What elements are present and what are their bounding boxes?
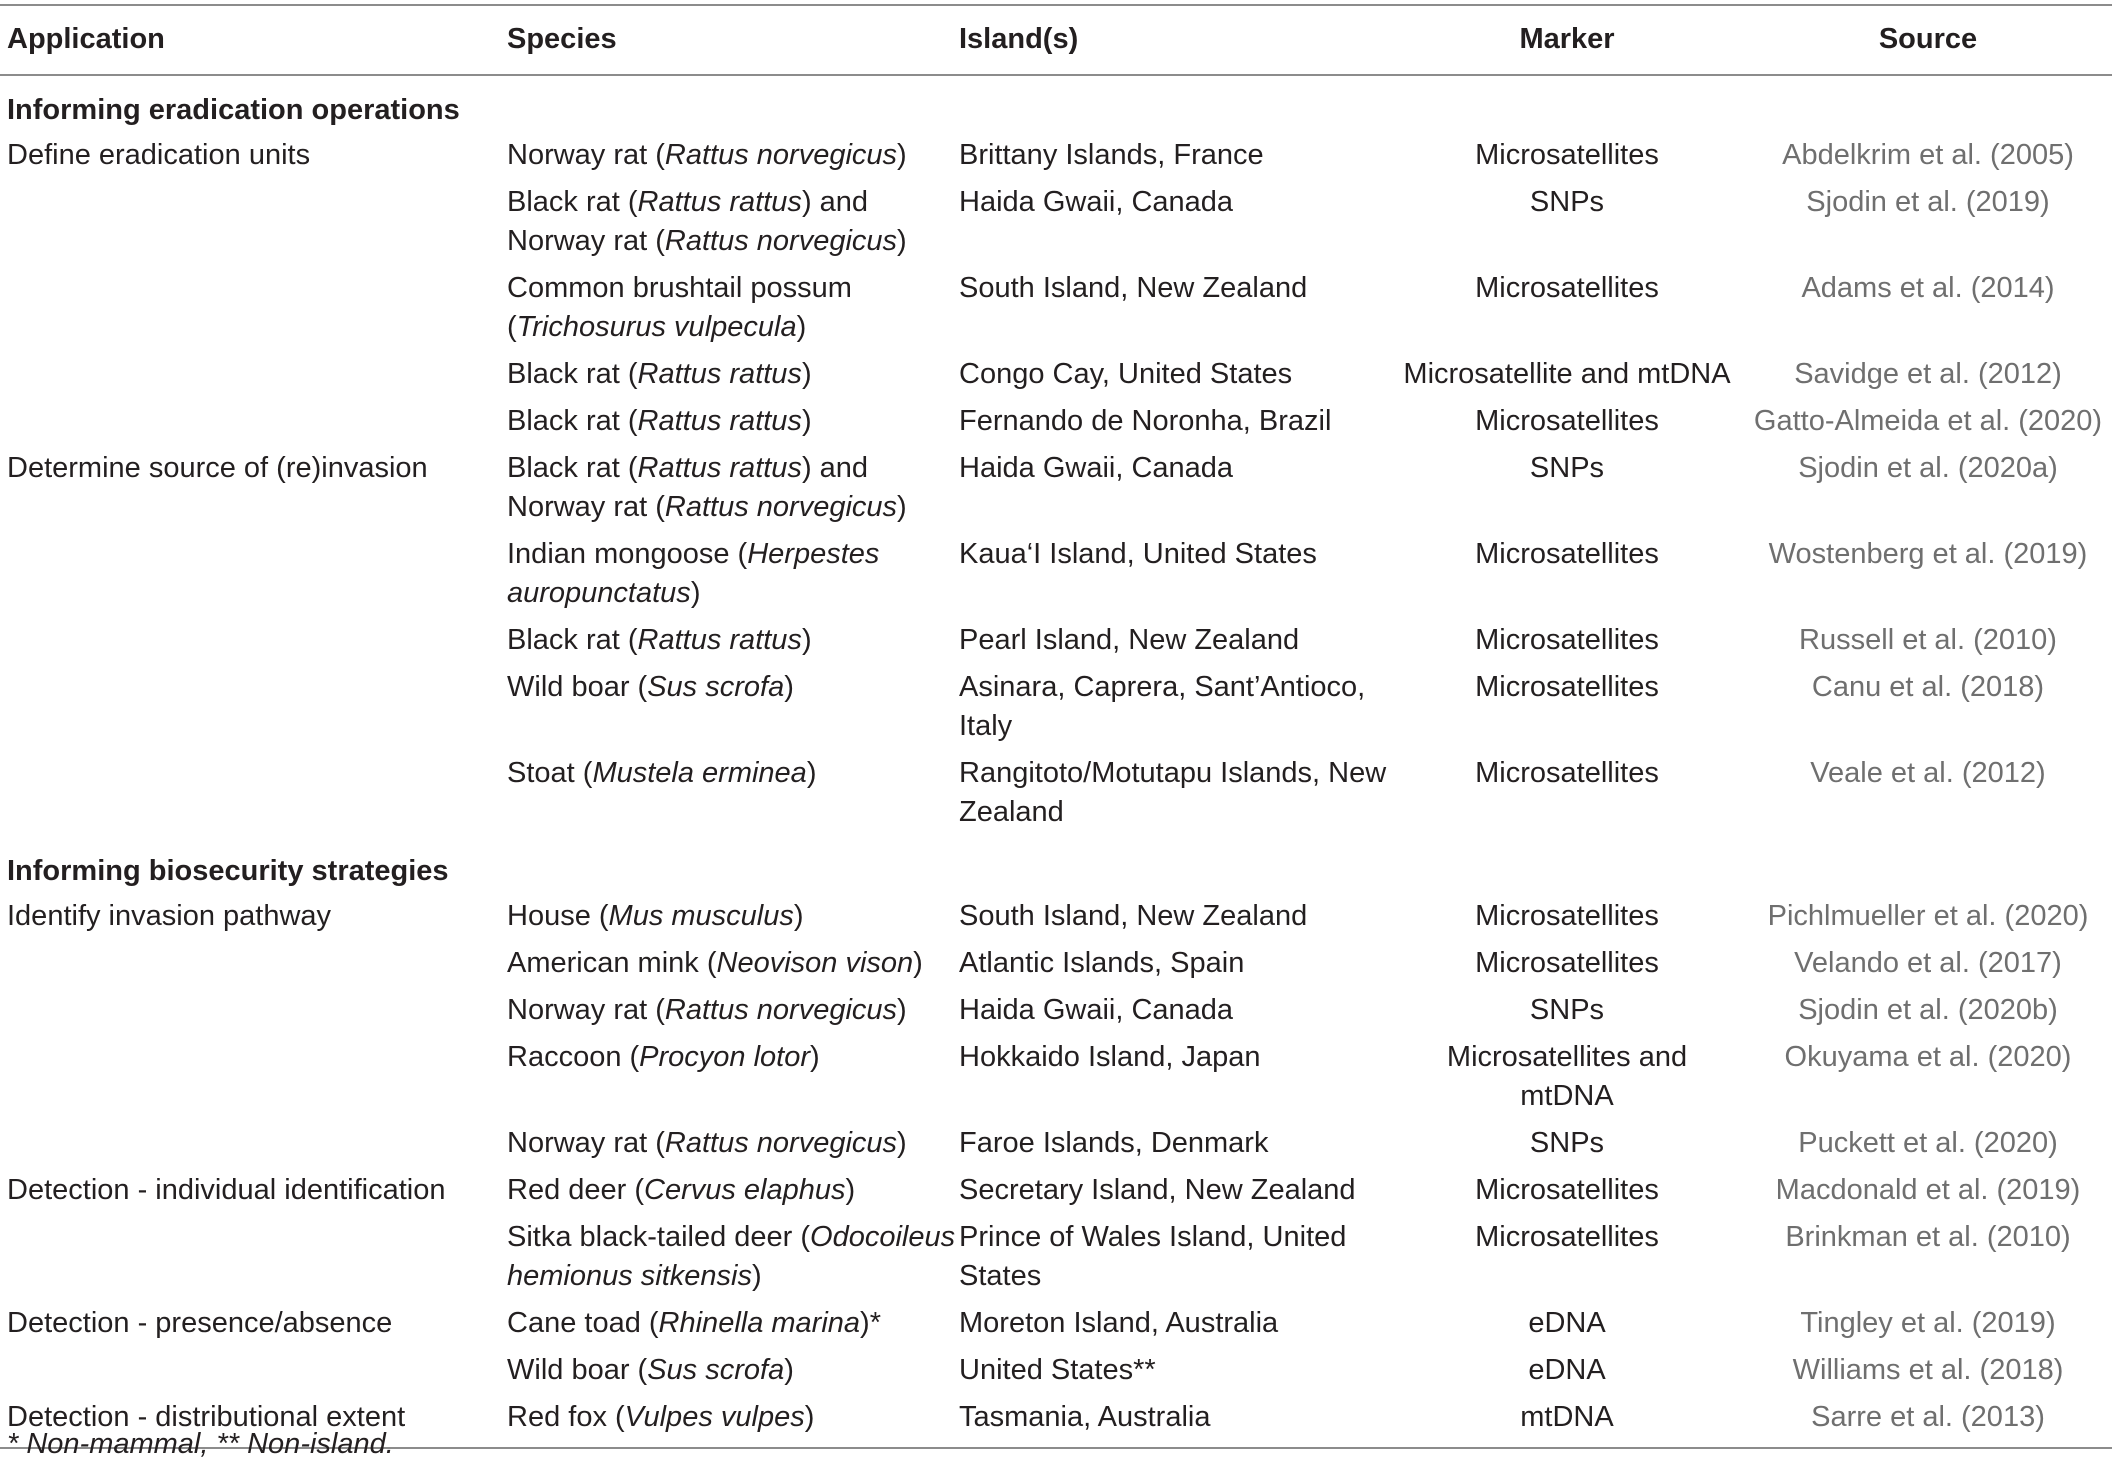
header-application: Application (7, 23, 165, 55)
species-common-name: Indian mongoose ( (507, 538, 748, 570)
species-cell (507, 1300, 959, 1347)
marker-cell: Microsatellites (1475, 405, 1659, 437)
header-row (0, 0, 2118, 75)
species-common-name: ) (801, 358, 812, 390)
top-rule (0, 4, 2112, 6)
table-row (0, 179, 2118, 265)
species-scientific-name: Sus scrofa (647, 1354, 785, 1386)
species-scientific-name: Rattus norvegicus (664, 491, 898, 523)
table-row (0, 664, 2118, 750)
islands-cell: Asinara, Caprera, Sant’Antioco, Italy (959, 671, 1366, 742)
table-row (0, 1300, 2118, 1347)
source-cell: Macdonald et al. (2019) (1775, 1174, 2081, 1206)
section-row (0, 836, 2118, 893)
section-heading: Informing eradication operations (7, 94, 460, 126)
species-common-name: Norway rat ( (507, 139, 665, 171)
marker-cell: Microsatellites (1475, 757, 1659, 789)
species-common-name: ) (801, 405, 812, 437)
species-scientific-name: Rattus norvegicus (664, 225, 898, 257)
application-cell (0, 265, 507, 351)
species-scientific-name: Sus scrofa (647, 671, 785, 703)
species-scientific-name: Mus musculus (608, 900, 794, 932)
marker-cell: eDNA (1528, 1354, 1606, 1386)
source-cell: Savidge et al. (2012) (1794, 358, 2062, 390)
species-common-name: House ( (507, 900, 609, 932)
species-cell (507, 398, 959, 445)
marker-cell: Microsatellites (1475, 538, 1659, 570)
islands-cell: Prince of Wales Island, United States (959, 1221, 1347, 1292)
species-scientific-name: Rattus norvegicus (664, 1127, 898, 1159)
species-common-name: Black rat ( (507, 186, 638, 218)
source-cell: Gatto-Almeida et al. (2020) (1753, 405, 2103, 437)
species-cell (507, 1214, 959, 1300)
species-cell (507, 940, 959, 987)
islands-cell: Haida Gwaii, Canada (959, 452, 1234, 484)
species-common-name: Norway rat ( (507, 994, 665, 1026)
species-cell (507, 664, 959, 750)
application-cell (0, 940, 507, 987)
species-cell (507, 617, 959, 664)
marker-cell: Microsatellites (1475, 624, 1659, 656)
species-scientific-name: Vulpes vulpes (624, 1401, 805, 1433)
table-row (0, 265, 2118, 351)
islands-cell: Congo Cay, United States (959, 358, 1293, 390)
source-cell: Okuyama et al. (2020) (1784, 1041, 2072, 1073)
source-cell: Veale et al. (2012) (1810, 757, 2046, 789)
table-row (0, 750, 2118, 836)
source-cell: Sjodin et al. (2020b) (1798, 994, 2058, 1026)
species-common-name: Red deer ( (507, 1174, 645, 1206)
species-scientific-name: Odocoileus hemionus sitkensis (507, 1221, 956, 1292)
species-common-name: ) (897, 491, 907, 523)
islands-cell: Tasmania, Australia (959, 1401, 1211, 1433)
species-common-name: ) (801, 624, 812, 656)
marker-cell: Microsatellite and mtDNA (1403, 358, 1731, 390)
species-common-name: Wild boar ( (507, 1354, 648, 1386)
species-common-name: Common brushtail possum ( (507, 272, 852, 343)
species-common-name: ) (845, 1174, 856, 1206)
application-cell (0, 617, 507, 664)
marker-cell: mtDNA (1520, 1401, 1614, 1433)
application-cell (0, 1120, 507, 1167)
islands-cell: South Island, New Zealand (959, 900, 1308, 932)
species-cell (507, 132, 959, 179)
species-scientific-name: Rattus rattus (637, 624, 802, 656)
species-scientific-name: Rattus rattus (637, 452, 802, 484)
table-row (0, 987, 2118, 1034)
application-cell (0, 531, 507, 617)
marker-cell: Microsatellites (1475, 900, 1659, 932)
species-cell (507, 1394, 959, 1441)
species-common-name: ) and Norway rat ( (507, 452, 869, 523)
header-marker: Marker (1519, 23, 1615, 55)
species-cell (507, 179, 959, 265)
application-cell (0, 398, 507, 445)
species-common-name: American mink ( (507, 947, 717, 979)
species-cell (507, 531, 959, 617)
species-scientific-name: Rattus rattus (637, 358, 802, 390)
table-row (0, 940, 2118, 987)
islands-cell: Brittany Islands, France (959, 139, 1264, 171)
application-cell (0, 179, 507, 265)
species-cell (507, 750, 959, 836)
species-common-name: ) (752, 1260, 762, 1292)
marker-cell: Microsatellites (1475, 272, 1659, 304)
source-cell: Brinkman et al. (2010) (1785, 1221, 2071, 1253)
table-row (0, 398, 2118, 445)
species-common-name: Raccoon ( (507, 1041, 640, 1073)
application-cell (0, 1214, 507, 1300)
marker-cell: SNPs (1529, 452, 1605, 484)
application-cell (0, 351, 507, 398)
species-common-name: ) (897, 994, 907, 1026)
table-row (0, 351, 2118, 398)
marker-cell: Microsatellites (1475, 671, 1659, 703)
application-cell: Identify invasion pathway (7, 900, 332, 932)
islands-cell: Secretary Island, New Zealand (959, 1174, 1356, 1206)
species-cell (507, 1120, 959, 1167)
islands-cell: Moreton Island, Australia (959, 1307, 1279, 1339)
species-common-name: ) and Norway rat ( (507, 186, 869, 257)
application-cell (0, 664, 507, 750)
source-cell: Sjodin et al. (2020a) (1798, 452, 2058, 484)
table-row (0, 1120, 2118, 1167)
application-cell: Detection - individual identification (7, 1174, 446, 1206)
application-cell: Detection - distributional extent (7, 1401, 406, 1433)
islands-cell: Haida Gwaii, Canada (959, 994, 1234, 1026)
application-cell (0, 1347, 507, 1394)
application-cell: Detection - presence/absence (7, 1307, 393, 1339)
islands-cell: South Island, New Zealand (959, 272, 1308, 304)
islands-cell: Pearl Island, New Zealand (959, 624, 1300, 656)
application-cell: Define eradication units (7, 139, 311, 171)
species-common-name: ) (793, 900, 804, 932)
source-cell: Pichlmueller et al. (2020) (1767, 900, 2089, 932)
species-scientific-name: Herpestes auropunctatus (507, 538, 880, 609)
table-row (0, 1167, 2118, 1214)
header-species: Species (507, 23, 617, 55)
species-cell (507, 1034, 959, 1120)
table-row (0, 617, 2118, 664)
marker-cell: SNPs (1529, 1127, 1605, 1159)
species-scientific-name: Rattus norvegicus (664, 139, 898, 171)
species-common-name: Red fox ( (507, 1401, 625, 1433)
islands-cell: Rangitoto/Motutapu Islands, New Zealand (959, 757, 1387, 828)
marker-cell: Microsatellites (1475, 139, 1659, 171)
source-cell: Abdelkrim et al. (2005) (1782, 139, 2074, 171)
species-common-name: ) (810, 1041, 820, 1073)
species-scientific-name: Rattus norvegicus (664, 994, 898, 1026)
table-row (0, 132, 2118, 179)
species-scientific-name: Cervus elaphus (644, 1174, 846, 1206)
application-cell (0, 987, 507, 1034)
table-body (0, 75, 2118, 1441)
islands-cell: United States** (959, 1354, 1156, 1386)
source-cell: Russell et al. (2010) (1799, 624, 2057, 656)
table-row (0, 1347, 2118, 1394)
marker-cell: Microsatellites (1475, 1221, 1659, 1253)
islands-cell: Faroe Islands, Denmark (959, 1127, 1269, 1159)
species-cell (507, 893, 959, 940)
table-row (0, 893, 2118, 940)
species-common-name: Black rat ( (507, 452, 638, 484)
species-scientific-name: Procyon lotor (639, 1041, 811, 1073)
species-common-name: ) (690, 577, 701, 609)
species-common-name: ) (806, 757, 817, 789)
table-row (0, 1034, 2118, 1120)
species-scientific-name: Rattus rattus (637, 405, 802, 437)
source-cell: Tingley et al. (2019) (1800, 1307, 2056, 1339)
application-cell (0, 750, 507, 836)
species-cell (507, 1347, 959, 1394)
species-common-name: Norway rat ( (507, 1127, 665, 1159)
species-common-name: Cane toad ( (507, 1307, 659, 1339)
species-common-name: )* (860, 1307, 881, 1339)
section-heading: Informing biosecurity strategies (7, 855, 449, 887)
marker-cell: SNPs (1529, 994, 1605, 1026)
species-common-name: Black rat ( (507, 624, 638, 656)
species-cell (507, 445, 959, 531)
table-row (0, 1214, 2118, 1300)
species-common-name: ) (804, 1401, 815, 1433)
section-row (0, 75, 2118, 132)
species-cell (507, 351, 959, 398)
islands-cell: Fernando de Noronha, Brazil (959, 405, 1332, 437)
table-row (0, 531, 2118, 617)
species-scientific-name: Mustela erminea (592, 757, 807, 789)
species-common-name: ) (897, 1127, 907, 1159)
header-islands: Island(s) (959, 23, 1079, 55)
source-cell: Williams et al. (2018) (1792, 1354, 2064, 1386)
islands-cell: Haida Gwaii, Canada (959, 186, 1234, 218)
application-cell: Determine source of (re)invasion (7, 452, 428, 484)
species-common-name: Black rat ( (507, 358, 638, 390)
species-common-name: ) (784, 1354, 794, 1386)
header-source: Source (1878, 23, 1978, 55)
species-scientific-name: Rattus rattus (637, 186, 802, 218)
source-cell: Canu et al. (2018) (1811, 671, 2045, 703)
species-cell (507, 1167, 959, 1214)
islands-cell: Hokkaido Island, Japan (959, 1041, 1261, 1073)
islands-cell: Atlantic Islands, Spain (959, 947, 1245, 979)
species-scientific-name: Neovison vison (716, 947, 914, 979)
marker-cell: Microsatellites (1475, 1174, 1659, 1206)
header-rule (0, 74, 2112, 76)
source-cell: Velando et al. (2017) (1794, 947, 2062, 979)
marker-cell: eDNA (1528, 1307, 1606, 1339)
species-scientific-name: Rhinella marina (658, 1307, 861, 1339)
species-common-name: ) (784, 671, 794, 703)
species-cell (507, 987, 959, 1034)
application-cell (0, 1034, 507, 1120)
table-row (0, 445, 2118, 531)
islands-cell: Kaua‘I Island, United States (959, 538, 1317, 570)
source-cell: Adams et al. (2014) (1801, 272, 2055, 304)
species-cell (507, 265, 959, 351)
source-cell: Sjodin et al. (2019) (1806, 186, 2050, 218)
species-common-name: ) (913, 947, 923, 979)
species-common-name: ) (897, 225, 907, 257)
species-scientific-name: Trichosurus vulpecula (516, 311, 797, 343)
marker-cell: Microsatellites (1475, 947, 1659, 979)
marker-cell: Microsatellites and mtDNA (1446, 1041, 1688, 1112)
marker-cell: SNPs (1529, 186, 1605, 218)
species-common-name: Black rat ( (507, 405, 638, 437)
source-cell: Wostenberg et al. (2019) (1768, 538, 2088, 570)
source-cell: Puckett et al. (2020) (1798, 1127, 2058, 1159)
species-common-name: ) (796, 311, 807, 343)
table-footnote: * Non-mammal, ** Non-island. (7, 1428, 394, 1460)
species-common-name: Stoat ( (507, 757, 593, 789)
species-common-name: ) (897, 139, 907, 171)
species-common-name: Wild boar ( (507, 671, 648, 703)
species-common-name: Sitka black-tailed deer ( (507, 1221, 811, 1253)
source-cell: Sarre et al. (2013) (1811, 1401, 2045, 1433)
